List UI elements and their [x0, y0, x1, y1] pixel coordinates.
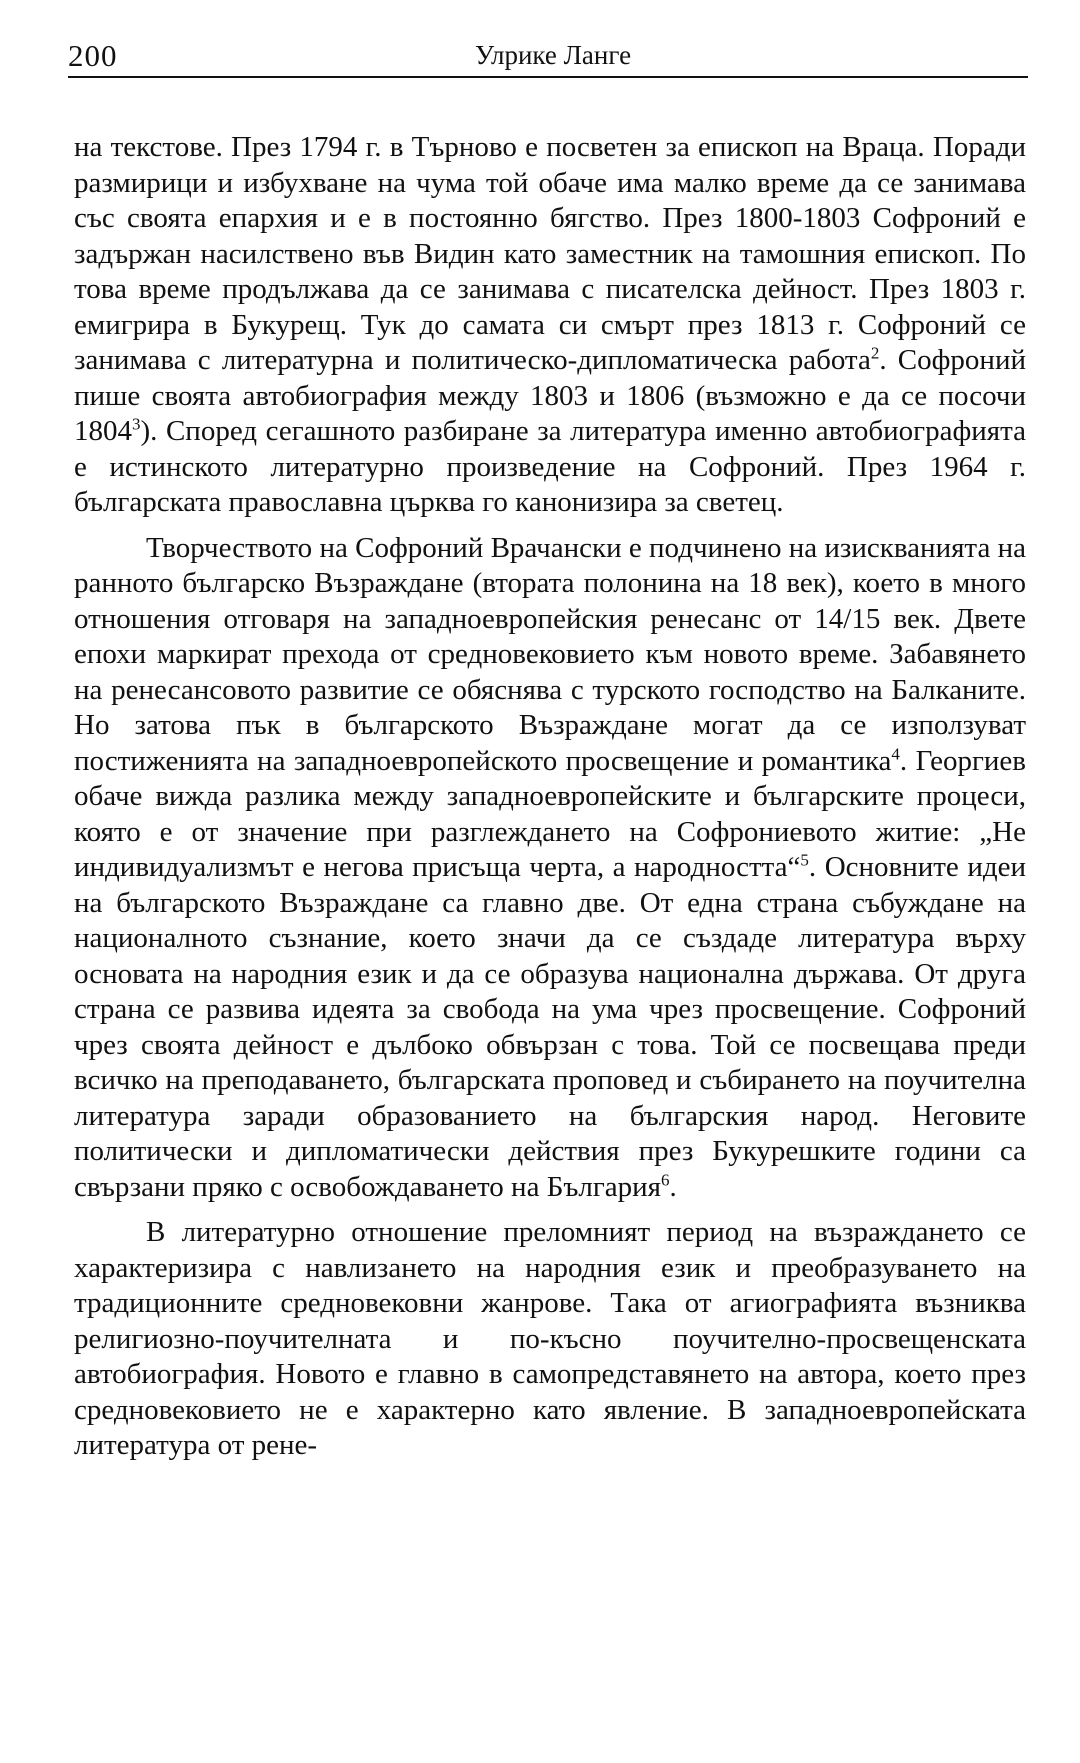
- text-segment: на текстове. През 1794 г. в Търново е посветен за епископ на Враца. Поради размирици и избухване на чума той обаче има малко време да се занимава със своята епархия и е в постоянно бягство. През 1800-1803 Софроний е задържан насилствено във Видин като заместник на тамошния епископ. По това време продължава да се занимава с писателска дейност. През 1803 г. емигрира в Букурещ. Тук до самата си смърт през 1813 г. Софроний се занимава с литературна и политическо-дипломатическа работа: [74, 131, 1026, 376]
- text-segment: ). Според сегашното разбиране за литература именно автобиографията е истинското литературно произведение на Софроний. През 1964 г. българската православна църква го канонизира за светец.: [74, 415, 1026, 518]
- running-title: Улрике Ланге: [474, 40, 632, 70]
- footnote-ref-3: 3: [132, 414, 141, 434]
- page-number: 200: [68, 38, 118, 73]
- text-segment: . Георгиев обаче вижда разлика между западноевропейските и българските процеси, която е от значение при разглеждането на Софрониевото житие: „Не индивидуализмът е негова присъща черта, а народността“: [74, 744, 1026, 883]
- text-segment: . Софроний пише своята автобиография между 1803 и 1806 (възможно е да се посочи 1804: [74, 344, 1026, 447]
- text-segment: .: [669, 1170, 677, 1203]
- body-text: [74, 130, 1026, 1464]
- footnote-ref-5: 5: [800, 850, 809, 870]
- running-head: [68, 30, 1028, 78]
- paragraph-2: [74, 531, 1026, 1206]
- text-segment: . Основните идеи на българското Възраждане са главно две. От една страна събуждане на националното съзнание, което значи да се създаде литература върху основата на народния език и да се образува национална държава. От друга страна се развива идеята за свобода на ума чрез просвещение. Софроний чрез своята дейност е дълбоко обвързан с това. Той се посвещава преди всичко на преподаването, българската пропoвед и събирането на поучителна литература заради образованието на българския народ. Неговите политически и дипломатически действия през Букурешките години са свързани пряко с освобождаването на България: [74, 851, 1026, 1203]
- footnote-ref-2: 2: [870, 343, 880, 363]
- footnote-ref-4: 4: [891, 743, 900, 763]
- text-segment: В литературно отношение преломният период на възраждането се характеризира с навлизането на народния език и преобразуването на традиционните средновековни жанрове. Така от агиографията възниква религиозно-поучителната и по-късно поучително-просвещенската автобиография. Новото е главно в самопредставянето на автора, което през средновековието не е характерно като явление. В западноевропейската литература от рене-: [74, 1216, 1026, 1461]
- footnote-ref-6: 6: [660, 1169, 670, 1189]
- paragraph-1: [74, 130, 1026, 521]
- paragraph-3: [74, 1215, 1026, 1464]
- text-segment: Творчеството на Софроний Врачански е подчинено на изискванията на ранното българско Възраждане (втората полонина на 18 век), което в много отношения отговаря на западноевропейския ренесанс от 14/15 век. Двете епохи маркират прехода от средновековието към новото време. Забавянето на ренесансовото развитие се обяснява с турското господство на Балканите. Но затова пък в българското Възраждане могат да се използуват постиженията на западноевропейското просвещение и романтика: [74, 531, 1026, 777]
